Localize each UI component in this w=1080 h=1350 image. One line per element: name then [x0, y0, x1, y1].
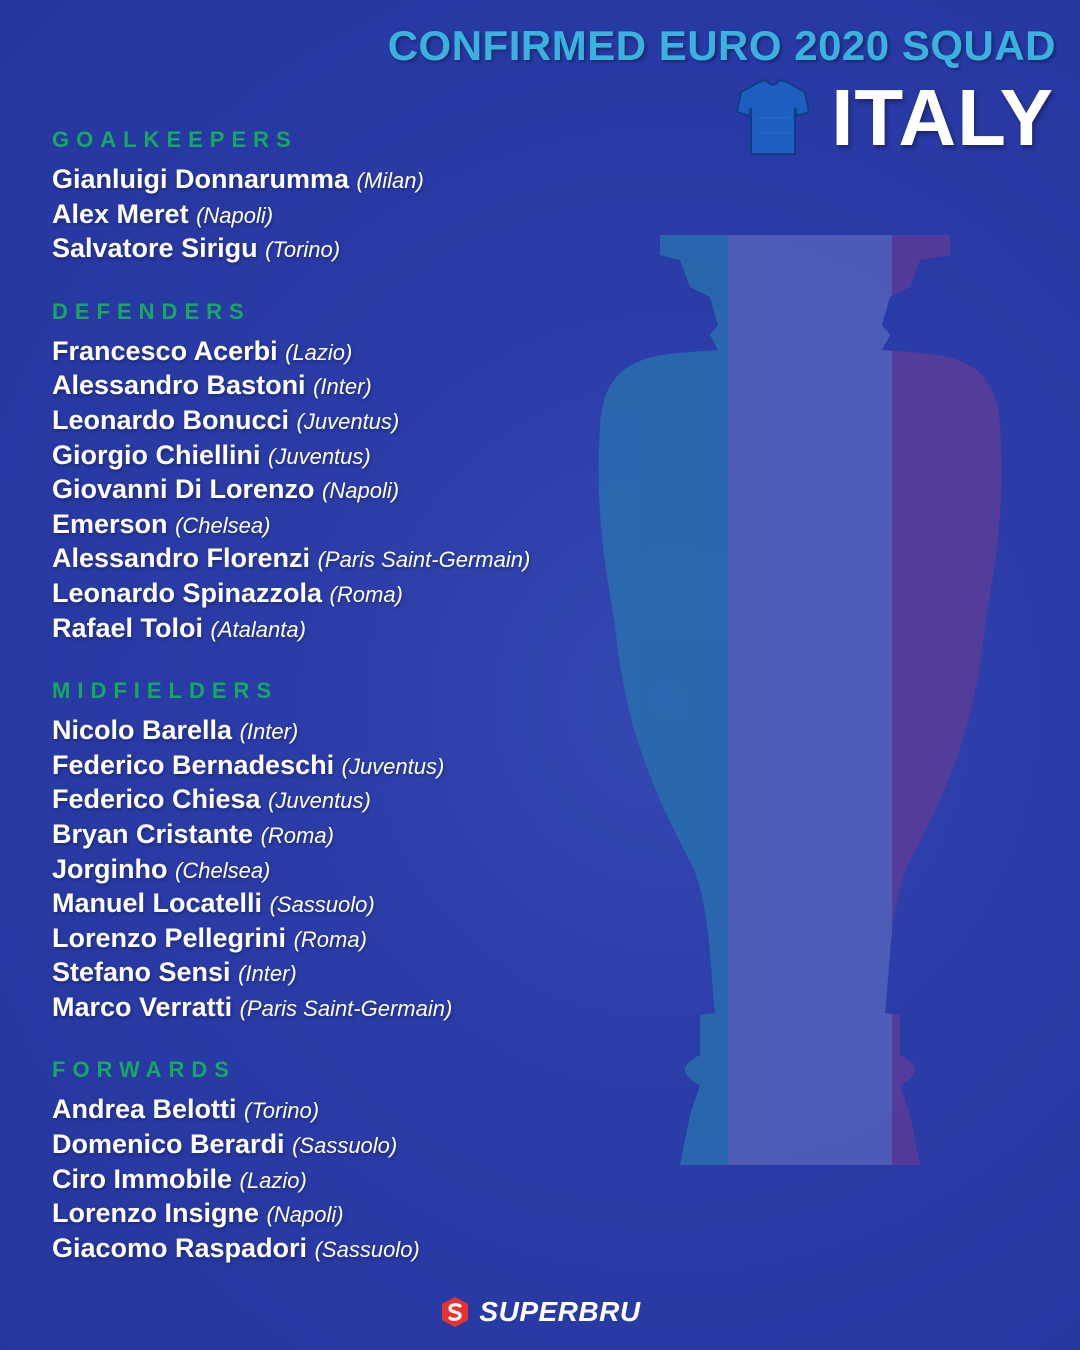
- player-name: Andrea Belotti: [52, 1094, 237, 1125]
- player-row: [52, 1128, 612, 1163]
- player-row: [52, 439, 612, 474]
- section-defenders: [52, 297, 612, 646]
- brand-name: SUPERBRU: [479, 1296, 641, 1327]
- player-name: Jorginho: [52, 853, 168, 884]
- player-name: Federico Bernadeschi: [52, 749, 335, 780]
- player-row: [52, 542, 612, 577]
- player-name: Nicolo Barella: [52, 715, 233, 746]
- player-club: (Napoli): [322, 478, 400, 504]
- player-club: (Juventus): [268, 788, 371, 814]
- player-name: Alessandro Florenzi: [52, 543, 311, 574]
- player-row: [52, 369, 612, 404]
- player-name: Giovanni Di Lorenzo: [52, 474, 315, 505]
- player-name: Ciro Immobile: [52, 1163, 233, 1194]
- player-row: [52, 749, 612, 784]
- player-row: [52, 232, 612, 267]
- player-club: (Sassuolo): [292, 1133, 398, 1159]
- player-name: Alessandro Bastoni: [52, 370, 306, 401]
- player-club: (Milan): [356, 168, 424, 193]
- superbru-logo-icon: [439, 1296, 471, 1328]
- trophy-silhouette: [590, 225, 1020, 1175]
- player-row: [52, 198, 612, 233]
- player-name: Giacomo Raspadori: [52, 1232, 308, 1263]
- section-title: FORWARDS: [52, 1057, 236, 1083]
- player-club: (Roma): [329, 581, 403, 607]
- player-club: (Juventus): [296, 408, 400, 434]
- player-club: (Roma): [293, 926, 367, 952]
- player-club: (Torino): [265, 237, 341, 263]
- player-row: [52, 1232, 612, 1267]
- player-name: Leonardo Spinazzola: [52, 577, 323, 608]
- player-row: [52, 404, 612, 439]
- player-row: [52, 473, 612, 508]
- player-name: Bryan Cristante: [52, 818, 254, 849]
- player-club: (Napoli): [196, 202, 274, 228]
- player-row: [52, 714, 612, 749]
- player-name: Domenico Berardi: [52, 1129, 285, 1160]
- player-club: (Juventus): [268, 443, 371, 469]
- squad-list: [52, 125, 612, 1296]
- player-club: (Chelsea): [175, 857, 271, 883]
- player-club: (Sassuolo): [269, 892, 375, 918]
- player-name: Leonardo Bonucci: [52, 404, 290, 435]
- player-club: (Napoli): [266, 1202, 344, 1228]
- player-club: (Inter): [238, 961, 297, 987]
- player-club: (Lazio): [285, 339, 353, 365]
- player-row: [52, 818, 612, 853]
- shirt-icon: [735, 78, 811, 158]
- player-name: Alex Meret: [52, 198, 189, 229]
- player-row: [52, 1163, 612, 1198]
- player-name: Stefano Sensi: [52, 957, 231, 988]
- section-forwards: [52, 1055, 612, 1266]
- player-club: (Paris Saint-Germain): [239, 995, 453, 1021]
- section-title: GOALKEEPERS: [52, 127, 298, 152]
- player-club: (Paris Saint-Germain): [317, 547, 531, 573]
- player-name: Marco Verratti: [52, 991, 233, 1022]
- section-goalkeepers: [52, 125, 612, 267]
- country-title: ITALY: [831, 73, 1054, 162]
- player-row: [52, 956, 612, 991]
- section-midfielders: [52, 676, 612, 1025]
- player-club: (Inter): [239, 719, 299, 745]
- player-row: [52, 1197, 612, 1232]
- player-club: (Sassuolo): [314, 1236, 420, 1262]
- player-name: Emerson: [52, 508, 168, 539]
- player-row: [52, 577, 612, 612]
- player-row: [52, 335, 612, 370]
- player-club: (Atalanta): [210, 616, 306, 642]
- player-club: (Chelsea): [175, 512, 271, 538]
- player-name: Salvatore Sirigu: [52, 233, 258, 264]
- player-row: [52, 508, 612, 543]
- country-header: [735, 73, 1054, 162]
- player-name: Manuel Locatelli: [52, 888, 263, 919]
- player-club: (Lazio): [239, 1167, 307, 1193]
- player-club: (Roma): [260, 822, 334, 848]
- player-name: Rafael Toloi: [52, 612, 204, 643]
- player-name: Gianluigi Donnarumma: [52, 164, 350, 194]
- player-row: [52, 922, 612, 957]
- player-name: Lorenzo Pellegrini: [52, 922, 287, 953]
- section-title: DEFENDERS: [52, 298, 251, 324]
- player-row: [52, 991, 612, 1026]
- brand-footer: [0, 1296, 1080, 1328]
- player-row: [52, 887, 612, 922]
- player-name: Giorgio Chiellini: [52, 439, 261, 470]
- player-row: [52, 783, 612, 818]
- player-row: [52, 612, 612, 647]
- player-club: (Torino): [244, 1098, 320, 1124]
- player-club: (Inter): [313, 374, 372, 400]
- player-name: Federico Chiesa: [52, 784, 261, 815]
- player-name: Lorenzo Insigne: [52, 1198, 260, 1229]
- player-name: Francesco Acerbi: [52, 335, 278, 366]
- player-row: [52, 853, 612, 888]
- page-headline: CONFIRMED EURO 2020 SQUAD: [387, 22, 1056, 69]
- section-title: MIDFIELDERS: [52, 678, 279, 704]
- player-club: (Juventus): [341, 753, 445, 779]
- player-row: [52, 163, 612, 198]
- player-row: [52, 1093, 612, 1128]
